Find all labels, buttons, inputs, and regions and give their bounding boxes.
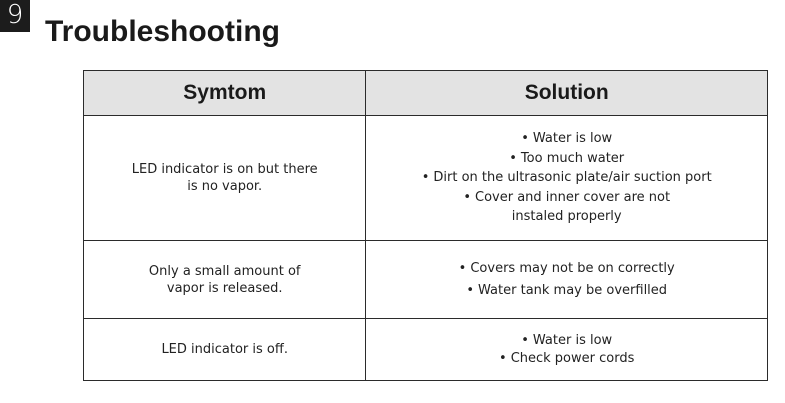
solution-cell (366, 319, 768, 381)
section-number-badge: 9 (0, 0, 30, 32)
table-header-row (84, 71, 768, 116)
solution-item: • Water tank may be overfilled (466, 282, 668, 298)
solution-item: • Check power cords (499, 350, 635, 366)
table-row (84, 319, 768, 381)
solution-cell (366, 116, 768, 241)
solution-list (372, 258, 761, 302)
column-header-symptom: Symtom (84, 71, 366, 116)
column-header-solution: Solution (366, 71, 768, 116)
solution-item: • Dirt on the ultrasonic plate/air suction port (421, 170, 712, 186)
table-row (84, 241, 768, 319)
solution-list (372, 332, 761, 367)
symptom-text: LED indicator is on but there is no vapor. (131, 162, 318, 194)
symptom-text: LED indicator is off. (161, 342, 288, 357)
solution-item: • Too much water (509, 150, 625, 166)
solution-item: • Water is low (521, 131, 613, 147)
solution-item: • Cover and inner cover are not (463, 189, 671, 205)
table-row (84, 116, 768, 241)
symptom-cell (84, 241, 366, 319)
solution-list (372, 129, 761, 227)
symptom-cell (84, 319, 366, 381)
page-title: Troubleshooting (45, 15, 280, 48)
solution-item: • Covers may not be on correctly (458, 260, 675, 276)
solution-cell (366, 241, 768, 319)
symptom-text: Only a small amount of vapor is released. (148, 263, 301, 296)
troubleshooting-table (83, 70, 768, 381)
solution-item: • Water is low (521, 333, 613, 348)
symptom-cell (84, 116, 366, 241)
solution-item-continued: instaled properly (511, 209, 622, 225)
